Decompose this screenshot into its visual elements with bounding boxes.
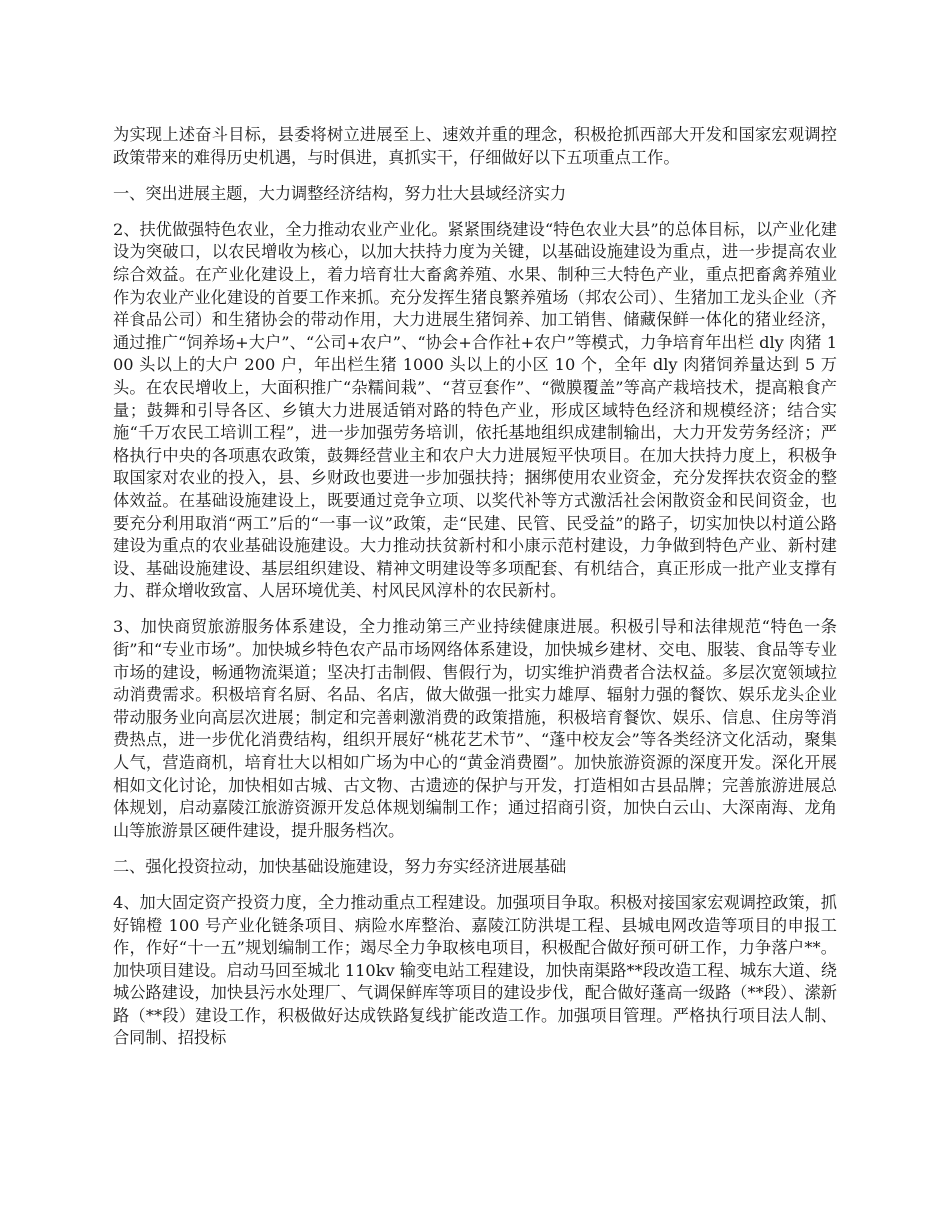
document-page: [113, 124, 837, 1064]
paragraph-intro: 为实现上述奋斗目标，县委将树立进展至上、速效并重的理念，积极抢抓西部大开发和国家宏观调控政策带来的难得历史机遇，与时俱进，真抓实干，仔细做好以下五项重点工作。: [113, 125, 837, 167]
paragraph-item-2: 2、扶优做强特色农业，全力推动农业产业化。紧紧围绕建设“特色农业大县”的总体目标，以产业化建设为突破口，以农民增收为核心，以加大扶持力度为关键，以基础设施建设为重点，进一步提高农业综合效益。在产业化建设上，着力培育壮大畜禽养殖、水果、制种三大特色产业，重点把畜禽养殖业作为农业产业化建设的首要工作来抓。充分发挥生猪良繁养殖场（邦农公司）、生猪加工龙头企业（齐祥食品公司）和生猪协会的带动作用，大力进展生猪饲养、加工销售、储藏保鲜一体化的猪业经济，通过推广“饲养场+大户”、“公司+农户”、“协会+合作社+农户”等模式，力争培育年出栏 dly 肉猪 100 头以上的大户 200 户，年出栏生猪 1000 头以上的小区 10 个，全年 dly 肉猪饲养量达到 5 万头。在农民增收上，大面积推广“杂糯间栽”、“苕豆套作”、“微膜覆盖”等高产栽培技术，提高粮食产量；鼓舞和引导各区、乡镇大力进展适销对路的特色产业，形成区域特色经济和规模经济；结合实施“千万农民工培训工程”，进一步加强劳务培训，依托基地组织成建制输出，大力开发劳务经济；严格执行中央的各项惠农政策，鼓舞经营业主和农户大力进展短平快项目。在加大扶持力度上，积极争取国家对农业的投入，县、乡财政也要进一步加强扶持；捆绑使用农业资金，充分发挥扶农资金的整体效益。在基础设施建设上，既要通过竞争立项、以奖代补等方式激活社会闲散资金和民间资金，也要充分利用取消“两工”后的“一事一议”政策，走“民建、民管、民受益”的路子，切实加快以村道公路建设为重点的农业基础设施建设。大力推动扶贫新村和小康示范村建设，力争做到特色产业、新村建设、基础设施建设、基层组织建设、精神文明建设等多项配套、有机结合，真正形成一批产业支撑有力、群众增收致富、人居环境优美、村风民风淳朴的农民新村。: [113, 219, 837, 601]
paragraph-item-4: 4、加大固定资产投资力度，全力推动重点工程建设。加强项目争取。积极对接国家宏观调控政策，抓好锦橙 100 号产业化链条项目、病险水库整治、嘉陵江防洪堤工程、县城电网改造等项目的申报工作，作好“十一五”规划编制工作；竭尽全力争取核电项目，积极配合做好预可研工作，力争落户**。加快项目建设。启动马回至城北 110kv 输变电站工程建设，加快南渠路**段改造工程、城东大道、绕城公路建设，加快县污水处理厂、气调保鲜库等项目的建设步伐，配合做好蓬高一级路（**段）、潆新路（**段）建设工作，积极做好达成铁路复线扩能改造工作。加强项目管理。严格执行项目法人制、合同制、招投标: [113, 892, 837, 1048]
section-heading-1: 一、突出进展主题，大力调整经济结构，努力壮大县域经济实力: [113, 183, 567, 203]
section-heading-2: 二、强化投资拉动，加快基础设施建设，努力夯实经济进展基础: [113, 856, 567, 876]
paragraph-item-3: 3、加快商贸旅游服务体系建设，全力推动第三产业持续健康进展。积极引导和法律规范“特色一条街”和“专业市场”。加快城乡特色农产品市场网络体系建设，加快城乡建材、交电、服装、食品等专业市场的建设，畅通物流渠道；坚决打击制假、售假行为，切实维护消费者合法权益。多层次宽领域拉动消费需求。积极培育名厨、名品、名店，做大做强一批实力雄厚、辐射力强的餐饮、娱乐龙头企业带动服务业向高层次进展；制定和完善刺激消费的政策措施，积极培育餐饮、娱乐、信息、住房等消费热点，进一步优化消费结构，组织开展好“桃花艺术节”、“蓬中校友会”等各类经济文化活动，聚集人气，营造商机，培育壮大以相如广场为中心的“黄金消费圈”。加快旅游资源的深度开发。深化开展相如文化讨论，加快相如古城、古文物、古遗迹的保护与开发，打造相如古县品牌；完善旅游进展总体规划，启动嘉陵江旅游资源开发总体规划编制工作；通过招商引资，加快白云山、大深南海、龙角山等旅游景区硬件建设，提升服务档次。: [113, 617, 837, 840]
